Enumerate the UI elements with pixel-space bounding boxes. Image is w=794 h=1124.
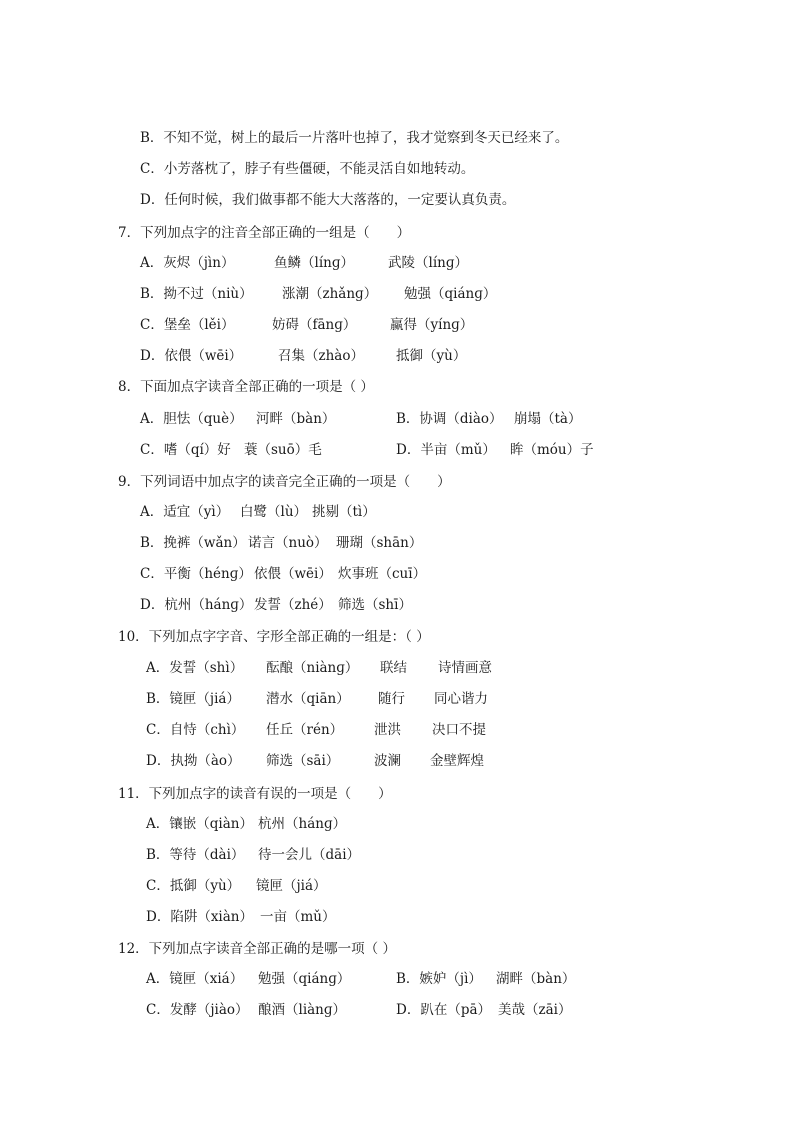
q7-d-3: 抵御（yù） [396, 348, 467, 364]
q10-stem: 10．下列加点字字音、字形全部正确的一组是：（ ） [118, 629, 430, 645]
q10-d-4: 金壁辉煌 [430, 753, 484, 769]
q9-stem: 9．下列词语中加点字的读音完全正确的一项是（ ） [118, 474, 451, 490]
q10-c-1: C．自恃（chì） [146, 722, 245, 738]
q9-a-2: 白鹭（lù） [240, 504, 308, 520]
q7-d-1: D．依偎（wēi） [140, 348, 243, 364]
q9-c-3: 炊事班（cuī） [338, 566, 427, 582]
q11-d-2: 一亩（mǔ） [260, 909, 336, 925]
q10-a-1: A．发誓（shì） [146, 660, 244, 676]
q12-option-b: B．嫉妒（jì） [396, 971, 482, 987]
q9-b-3: 珊瑚（shān） [336, 535, 423, 551]
q8-option-a-2: 河畔（bàn） [256, 411, 336, 427]
q10-d-3: 波澜 [374, 753, 401, 769]
q11-b-2: 待一会儿（dāi） [258, 847, 361, 863]
q9-b-2: 诺言（nuò） [248, 535, 328, 551]
q8-stem: 8．下面加点字读音全部正确的一项是（ ） [118, 379, 374, 395]
q9-a-3: 挑剔（tì） [312, 504, 376, 520]
q9-b-1: B．挽裤（wǎn） [140, 535, 246, 551]
q12-option-c: C．发酵（jiào） [146, 1002, 249, 1018]
q9-a-1: A．适宜（yì） [140, 504, 230, 520]
q11-a-2: 杭州（hánɡ） [258, 816, 347, 832]
q12-option-d-2: 美哉（zāi） [498, 1002, 572, 1018]
q11-c-2: 镜匣（jiá） [256, 878, 327, 894]
q7-b-3: 勉强（qiánɡ） [404, 286, 497, 302]
q8-option-d-2: 眸（móu）子 [510, 442, 594, 458]
q10-d-2: 筛选（sāi） [266, 753, 340, 769]
q7-a-1: A．灰烬（jìn） [140, 255, 235, 271]
q7-stem: 7．下列加点字的注音全部正确的一组是（ ） [118, 225, 411, 241]
q8-option-b: B．协调（diào） [396, 411, 503, 427]
q12-option-a-2: 勉强（qiánɡ） [258, 971, 351, 987]
q12-option-c-2: 酿酒（liànɡ） [258, 1002, 347, 1018]
q11-stem: 11．下列加点字的读音有误的一项是（ ） [118, 786, 392, 802]
q9-d-3: 筛选（shī） [338, 597, 412, 613]
q8-option-c-2: 蓑（suō）毛 [244, 442, 322, 458]
q9-d-2: 发誓（zhé） [254, 597, 332, 613]
q11-b-1: B．等待（dài） [146, 847, 245, 863]
q7-b-2: 涨潮（zhǎnɡ） [282, 286, 378, 302]
q12-option-a: A．镜匣（xiá） [146, 971, 244, 987]
q12-option-d: D．趴在（pā） [396, 1002, 492, 1018]
q7-c-2: 妨碍（fānɡ） [272, 317, 357, 333]
q10-a-2: 酝酿（niànɡ） [266, 660, 359, 676]
q6-option-b: B．不知不觉，树上的最后一片落叶也掉了，我才觉察到冬天已经来了。 [140, 130, 569, 146]
q12-option-b-2: 湖畔（bàn） [496, 971, 576, 987]
q10-a-4: 诗情画意 [438, 660, 492, 676]
q7-c-3: 赢得（yínɡ） [390, 317, 474, 333]
q10-b-1: B．镜匣（jiá） [146, 691, 240, 707]
q8-option-d: D．半亩（mǔ） [396, 442, 496, 458]
q9-c-1: C．平衡（hénɡ） [140, 566, 252, 582]
q10-b-2: 潜水（qiān） [266, 691, 350, 707]
q10-b-3: 随行 [378, 691, 405, 707]
q10-c-2: 任丘（rén） [266, 722, 344, 738]
q7-b-1: B．拗不过（niù） [140, 286, 253, 302]
q7-c-1: C．堡垒（lěi） [140, 317, 235, 333]
q10-c-4: 决口不提 [432, 722, 486, 738]
q12-stem: 12．下列加点字读音全部正确的是哪一项（ ） [118, 941, 396, 957]
q10-c-3: 泄洪 [374, 722, 401, 738]
q7-a-2: 鱼鳞（línɡ） [274, 255, 354, 271]
q6-option-c: C．小芳落枕了，脖子有些僵硬，不能灵活自如地转动。 [140, 161, 475, 177]
q7-a-3: 武陵（línɡ） [388, 255, 468, 271]
q11-c-1: C．抵御（yù） [146, 878, 241, 894]
q6-option-d: D．任何时候，我们做事都不能大大落落的，一定要认真负责。 [140, 192, 516, 208]
q7-d-2: 召集（zhào） [278, 348, 364, 364]
q8-option-b-2: 崩塌（tà） [514, 411, 582, 427]
q11-a-1: A．镶嵌（qiàn） [146, 816, 253, 832]
q8-option-c: C．嗜（qí）好 [140, 442, 231, 458]
q10-a-3: 联结 [380, 660, 407, 676]
q10-b-4: 同心谐力 [434, 691, 488, 707]
q10-d-1: D．执拗（ào） [146, 753, 241, 769]
q9-c-2: 依偎（wēi） [254, 566, 332, 582]
q8-option-a: A．胆怯（què） [140, 411, 243, 427]
q11-d-1: D．陷阱（xiàn） [146, 909, 253, 925]
q9-d-1: D．杭州（hánɡ） [140, 597, 253, 613]
